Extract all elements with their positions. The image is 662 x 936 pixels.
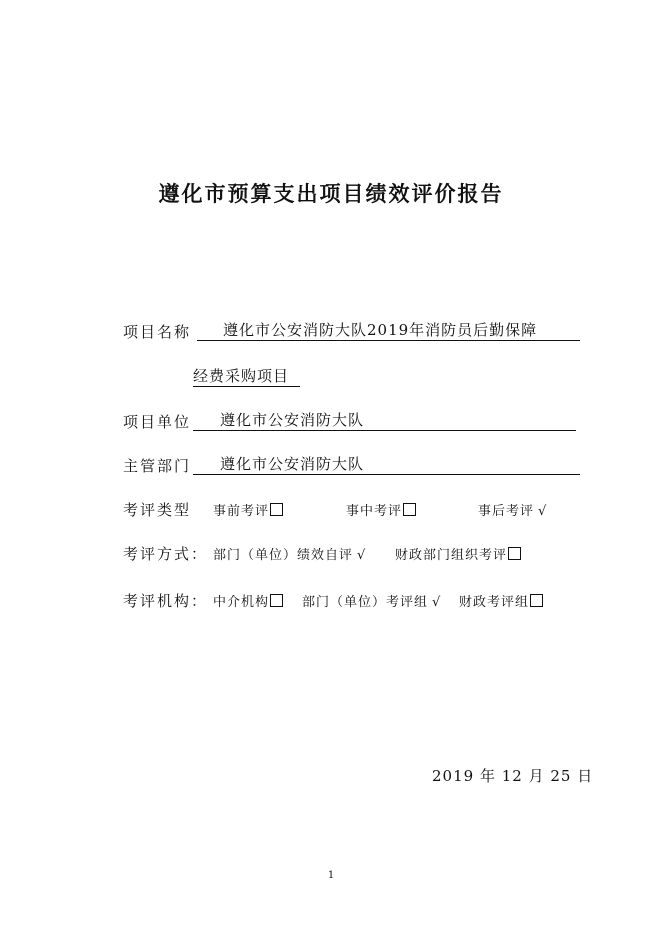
eval-type-post[interactable]: 事后考评 √ — [478, 504, 548, 519]
report-date: 2019 年 12 月 25 日 — [432, 767, 594, 785]
eval-type-mid[interactable]: 事中考评 — [346, 500, 416, 519]
check-mark-icon[interactable]: √ — [432, 595, 442, 610]
supervising-dept-row — [123, 455, 191, 476]
eval-agency-dept-group[interactable]: 部门（单位）考评组 √ — [302, 595, 442, 610]
checkbox-empty-icon[interactable] — [403, 503, 416, 516]
project-name-value-line2: 经费采购项目 — [193, 366, 300, 387]
project-unit-value: 遵化市公安消防大队 — [193, 410, 576, 431]
eval-method-label: 考评方式： — [123, 545, 209, 563]
eval-type-label: 考评类型 — [123, 501, 192, 519]
page-number: 1 — [327, 870, 335, 881]
eval-type-pre[interactable]: 事前考评 — [213, 500, 283, 519]
eval-agency-intermediary[interactable]: 中介机构 — [213, 591, 283, 610]
supervising-dept-label: 主管部门 — [123, 457, 192, 475]
eval-agency-finance-group[interactable]: 财政考评组 — [459, 591, 543, 610]
project-name-value-line1: 遵化市公安消防大队2019年消防员后勤保障 — [197, 320, 580, 341]
eval-agency-label: 考评机构： — [123, 592, 209, 610]
supervising-dept-value: 遵化市公安消防大队 — [193, 454, 580, 475]
eval-agency-row — [123, 590, 208, 611]
check-mark-icon[interactable]: √ — [357, 548, 367, 563]
eval-method-self[interactable]: 部门（单位）绩效自评 √ — [213, 548, 367, 563]
checkbox-empty-icon[interactable] — [270, 594, 283, 607]
checkbox-empty-icon[interactable] — [270, 503, 283, 516]
project-unit-row — [123, 411, 191, 432]
eval-method-finance[interactable]: 财政部门组织考评 — [395, 544, 521, 563]
project-unit-label: 项目单位 — [123, 413, 192, 431]
eval-method-row — [123, 543, 208, 564]
eval-type-row — [123, 499, 191, 520]
project-name-label: 项目名称 — [123, 323, 192, 341]
checkbox-empty-icon[interactable] — [508, 547, 521, 560]
report-title: 遵化市预算支出项目绩效评价报告 — [158, 182, 504, 206]
project-name-row — [123, 321, 191, 342]
checkbox-empty-icon[interactable] — [530, 594, 543, 607]
check-mark-icon[interactable]: √ — [538, 504, 548, 519]
